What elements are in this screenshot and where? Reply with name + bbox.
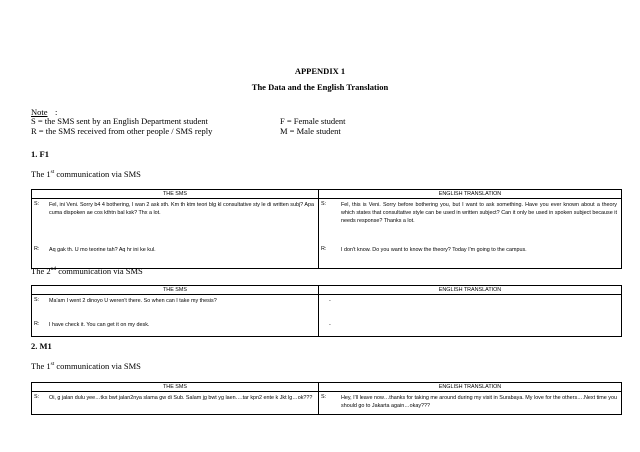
row-label: S:	[321, 201, 327, 207]
table-cell-translation	[319, 199, 622, 269]
sms-table	[31, 189, 622, 269]
note-colon: :	[55, 107, 58, 117]
communication-label: The 2nd communication via SMS	[31, 266, 143, 276]
section-heading-f1: 1. F1	[31, 149, 49, 159]
note-line-f: F = Female student	[280, 116, 346, 126]
sms-table	[31, 382, 622, 415]
column-header-translation: ENGLISH TRANSLATION	[319, 190, 622, 199]
table-cell-sms	[32, 295, 319, 337]
row-label: R:	[34, 246, 40, 252]
translation-text: -	[329, 322, 331, 328]
translation-text: Fel, this is Veni. Sorry before bothering you, but I want to ask something. Have you ever known about a theory which states that consultative style can be used in written subject? Can it only be used in spoken subject because it needs response? Thanks a lot.	[341, 202, 617, 224]
sms-text: Oi, g jalan dulu yee…tks bwt jalan2nya slama gw di Sub. Salam jg bwt yg laen….tar kpn2 ente k Jkt lg…ok???	[49, 395, 313, 401]
sms-text: I have check it. You can get it on my desk.	[49, 322, 150, 328]
appendix-subtitle: The Data and the English Translation	[251, 82, 389, 92]
column-header-sms: THE SMS	[32, 286, 319, 295]
note-line-r: R = the SMS received from other people / SMS reply	[31, 126, 213, 136]
row-label: R:	[34, 321, 40, 327]
row-label: S:	[321, 394, 327, 400]
communication-label: The 1st communication via SMS	[31, 169, 141, 179]
column-header-translation: ENGLISH TRANSLATION	[319, 383, 622, 392]
table-cell-translation	[319, 392, 622, 415]
column-header-sms: THE SMS	[32, 190, 319, 199]
sms-text: Aq gak th. U mo teorine tah? Aq hr ini ke kul.	[49, 247, 156, 253]
appendix-title: APPENDIX 1	[294, 66, 346, 76]
row-label: S:	[34, 297, 40, 303]
note-line-m: M = Male student	[280, 126, 341, 136]
note-line-s: S = the SMS sent by an English Department student	[31, 116, 208, 126]
sms-table	[31, 285, 622, 337]
translation-text: -	[329, 298, 331, 304]
translation-text: Hey, I'll leave now…thanks for taking me around during my visit in Surabaya. My love for the others….Next time you should go to Jakarta again…okay???	[341, 395, 617, 409]
note-heading: Note	[31, 107, 48, 117]
table-cell-sms	[32, 392, 319, 415]
row-label: R:	[321, 246, 327, 252]
row-label: S:	[34, 394, 40, 400]
section-heading-m1: 2. M1	[31, 341, 52, 351]
column-header-translation: ENGLISH TRANSLATION	[319, 286, 622, 295]
row-label: S:	[34, 201, 40, 207]
sms-text: Fel, ini Veni. Sorry b4 4 bothering, I wan 2 ask sth. Km th ktm teori blg kl consultative sty le di written subj? Apa cuma dispoken ae cos kthtn bal ksk? Thx a lot.	[49, 202, 314, 216]
translation-text: I don't know. Do you want to know the theory? Today I'm going to the campus.	[341, 247, 527, 253]
table-cell-translation	[319, 295, 622, 337]
sms-text: Ma'am I went 2 dinoyo U weren't there. So when can I take my thesis?	[49, 298, 217, 304]
communication-label: The 1st communication via SMS	[31, 361, 141, 371]
table-cell-sms	[32, 199, 319, 269]
column-header-sms: THE SMS	[32, 383, 319, 392]
